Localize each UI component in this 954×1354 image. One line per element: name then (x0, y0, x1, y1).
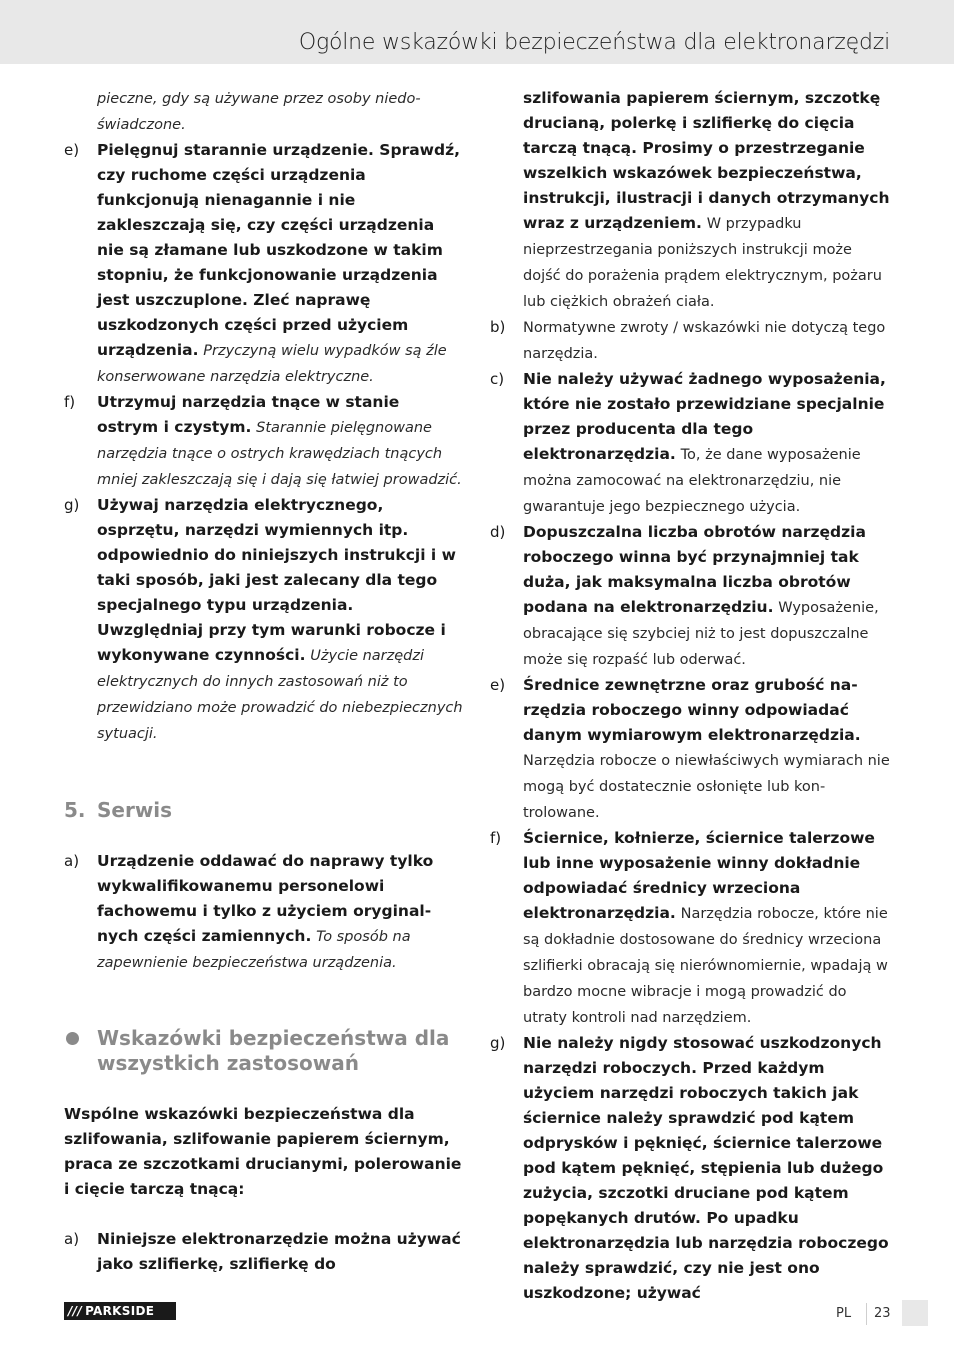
bold-text: Niniejsze elektronarzędzie można używać jako szlifierkę, szlifierkę do (97, 1230, 461, 1273)
list-marker: e) (490, 676, 506, 694)
intro-paragraph (64, 1102, 464, 1202)
list-item-e (64, 138, 464, 390)
language-code: PL (836, 1303, 867, 1325)
italic-text: pieczne, gdy są używane przez osoby niedoświadczone. (97, 91, 421, 133)
page-number: 23 (874, 1306, 891, 1321)
body-text: Normatywne zwroty / wskazówki nie dotyczą tego narzędzia. (523, 320, 886, 362)
bold-text: Nie należy używać żadnego wyposażenia, które nie zostało przewidziane specjalnie przez producenta dla tego elektronarzędzia. (523, 370, 886, 463)
list-item-g (490, 1031, 890, 1306)
bold-text: Pielęgnuj starannie urządzenie. Sprawdź, czy ruchome części urządzenia funkcjonują nienagannie i nie zakleszczają się, czy części urządzenia nie są złamane lub uszkodzone w takim stopniu, że funkcjonowanie urządzenia jest uszczuplone. Zleć naprawę uszkodzonych części przed użyciem urządzenia. (97, 141, 460, 359)
list-item-e (490, 673, 890, 826)
italic-text: Użycie narzędzi elektrycznych do innych zastosowań niż to przewidziano może prowadzić do niebezpiecznych sytuacji. (97, 648, 463, 742)
bullet-dot-icon (66, 1032, 79, 1045)
list-marker: c) (490, 370, 505, 388)
logo-slashes: /// (68, 1304, 83, 1318)
bold-text: Urządzenie oddawać do naprawy tylko wykwalifikowanemu personelowi fachowemu i tylko z użyciem oryginalnych części zamiennych. (97, 852, 434, 945)
paragraph-continuation (490, 86, 890, 315)
body-text: Wyposażenie, obracające się szybciej niż to jest dopuszczalne może się rozpaść lub oderwać. (523, 600, 879, 668)
italic-text: To sposób na zapewnienie bezpieczeństwa urządzenia. (97, 929, 411, 971)
list-marker: e) (64, 141, 80, 159)
footer-tab-box (902, 1300, 928, 1326)
page-header (0, 0, 954, 64)
body-text: W przypadku nieprzestrzegania poniższych instrukcji może dojść do porażenia prądem elektrycznym, pożaru lub ciężkich obrażeń ciała. (523, 216, 882, 310)
bold-text: Ściernice, kołnierze, ściernice talerzowe lub inne wyposażenie winny dokładnie odpowiadać średnicy wrzeciona elektronarzędzia. (523, 829, 875, 922)
bold-text: szlifowania papierem ściernym, szczotkę drucianą, polerkę i szlifierkę do cięcia tarczą tnącą. Prosimy o przestrzeganie wszelkich wskazówek bezpieczeństwa, instrukcji, ilustracji i danych otrzymanych wraz z urządzeniem. (523, 89, 890, 232)
body-text: Narzędzia robocze, które nie są dokładnie dostosowane do średnicy wrzeciona szlifierki obracają się nierównomiernie, wpadają w bardzo mocne wibracje i mogą prowadzić do utraty kontroli nad narzędziem. (523, 906, 888, 1026)
bold-text: Dopuszczalna liczba obrotów narzędzia roboczego winna być przynajmniej tak duża, jak maksymalna liczba obrotów podana na elektronarzędziu. (523, 523, 866, 616)
logo-text: PARKSIDE (85, 1304, 155, 1318)
list-item-d (490, 520, 890, 673)
list-item-service-a (64, 849, 464, 976)
bold-text: Wspólne wskazówki bezpieczeństwa dla szlifowania, szlifowanie papierem ściernym, praca ze szczotkami drucianymi, polerowanie i cięcie tarczą tnącą: (64, 1105, 462, 1198)
list-marker: a) (64, 852, 80, 870)
list-item-g (64, 493, 464, 747)
list-item-a (64, 1227, 464, 1277)
section-title: Serwis (97, 798, 173, 822)
section-heading-serwis (64, 798, 464, 823)
bullet-heading-text: Wskazówki bezpieczeństwa dla wszystkich zastosowań (97, 1026, 450, 1075)
body-text: Narzędzia robocze o niewłaściwych wymiarach nie mogą być dostatecznie osłonięte lub kontrolowane. (523, 753, 890, 821)
list-marker: f) (490, 829, 502, 847)
bold-text: Średnice zewnętrzne oraz grubość narzędzia roboczego winny odpowiadać danym wymiarowym elektronarzędzia. (523, 676, 861, 744)
list-marker: g) (64, 496, 80, 514)
right-column (490, 86, 890, 1306)
list-item-c (490, 367, 890, 520)
bullet-heading (64, 1026, 464, 1076)
bold-text: Utrzymuj narzędzia tnące w stanie ostrym i czystym. (97, 393, 400, 436)
left-column (64, 86, 464, 1277)
italic-text: Starannie pielęgnowane narzędzia tnące o ostrych krawędziach tnących mniej zakleszczają się i dają się łatwiej prowadzić. (97, 420, 462, 488)
list-item-b (490, 315, 890, 367)
paragraph-continuation (64, 86, 464, 138)
list-item-f (64, 390, 464, 493)
body-text: To, że dane wyposażenie można zamocować na elektronarzędziu, nie gwarantuje jego bezpiecznego użycia. (523, 447, 861, 515)
list-marker: f) (64, 393, 76, 411)
list-marker: a) (64, 1230, 80, 1248)
bold-text: Używaj narzędzia elektrycznego, osprzętu, narzędzi wymiennych itp. odpowiednio do niniejszych instrukcji i w taki sposób, jaki jest zalecany dla tego specjalnego typu urządzenia. Uwzględniaj przy tym warunki robocze i wykonywane czynności. (97, 496, 456, 664)
list-marker: d) (490, 523, 506, 541)
list-marker: b) (490, 318, 506, 336)
bold-text: Nie należy nigdy stosować uszkodzonych narzędzi roboczych. Przed każdym użyciem narzędzi roboczych takich jak ściernice należy sprawdzić pod kątem odprysków i pęknięć, ściernice talerzowe pod kątem pęknięć, stępienia lub dużego zużycia, szczotki druciane pod kątem popękanych drutów. Po upadku elektronarzędzia lub narzędzia roboczego należy sprawdzić, czy nie jest ono uszkodzone; używać (523, 1034, 889, 1302)
parkside-logo (64, 1302, 176, 1320)
list-item-f (490, 826, 890, 1031)
list-marker: g) (490, 1034, 506, 1052)
italic-text: Przyczyną wielu wypadków są źle konserwowane narzędzia elektryczne. (97, 343, 447, 385)
page-title: Ogólne wskazówki bezpieczeństwa dla elektronarzędzi (298, 30, 890, 55)
section-number: 5. (64, 798, 86, 822)
